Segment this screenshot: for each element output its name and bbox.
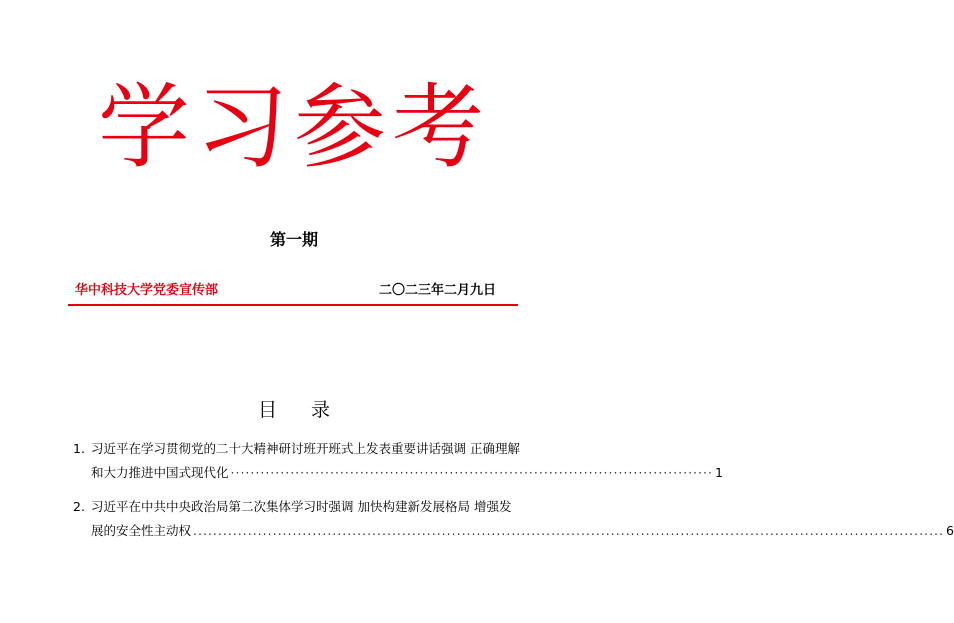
toc-entry-page: 6 xyxy=(946,523,954,538)
toc-entry-title-line2: 展的安全性主动权 xyxy=(91,523,192,538)
red-divider xyxy=(68,304,518,306)
toc-heading: 目 录 xyxy=(257,399,345,421)
toc-entry-title-line1: 习近平在学习贯彻党的二十大精神研讨班开班式上发表重要讲话强调 正确理解 xyxy=(91,441,520,456)
publisher-department: 华中科技大学党委宣传部 xyxy=(75,283,219,298)
dot-leader: ································································································· xyxy=(230,465,713,480)
toc-entry-number: 2. xyxy=(73,499,85,514)
toc-entry-title-line2: 和大力推进中国式现代化 xyxy=(91,465,229,480)
toc-entry-title-line1: 习近平在中共中央政治局第二次集体学习时强调 加快构建新发展格局 增强发 xyxy=(91,499,512,514)
issue-number: 第一期 xyxy=(269,230,318,249)
publication-date: 二〇二三年二月九日 xyxy=(379,283,497,298)
toc-entry[interactable] xyxy=(73,499,954,539)
dot-leader: ....................................................................................................................................................... xyxy=(193,523,944,538)
masthead-title: 学习参考 xyxy=(97,74,490,181)
toc-entry[interactable] xyxy=(73,441,723,481)
toc-entry-number: 1. xyxy=(73,441,85,456)
toc-entry-page: 1 xyxy=(714,465,723,480)
